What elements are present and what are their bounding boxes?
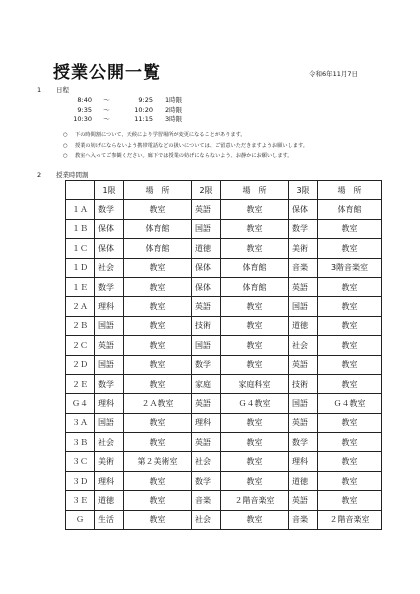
subject-cell: 英語 (95, 336, 124, 355)
subject-cell: 数学 (289, 433, 318, 452)
subject-cell: 社会 (95, 258, 124, 277)
room-cell: 教室 (318, 491, 382, 510)
subject-cell: 美術 (95, 452, 124, 471)
start-time: 9:35 (77, 105, 92, 114)
document-date: 令和6年11月7日 (308, 70, 358, 78)
subject-cell: 理科 (95, 297, 124, 316)
room-cell: 第２美術室 (124, 452, 192, 471)
room-cell: 体育館 (221, 258, 289, 277)
subject-cell: 音楽 (289, 510, 318, 529)
room-cell: 教室 (318, 316, 382, 335)
section-number: 1 (37, 86, 42, 94)
room-cell: 教室 (221, 239, 289, 258)
room-cell: 教室 (221, 433, 289, 452)
class-cell: ２Ｃ (66, 336, 95, 355)
section-number: 2 (37, 171, 42, 179)
subject-cell: 英語 (192, 433, 221, 452)
section-title: 日程 (56, 86, 69, 94)
subject-cell: 理科 (95, 471, 124, 490)
subject-cell: 社会 (192, 452, 221, 471)
room-cell: 教室 (318, 355, 382, 374)
class-cell: ３Ｄ (66, 471, 95, 490)
header-cell-place2: 場 所 (221, 181, 289, 200)
subject-cell: 道徳 (192, 239, 221, 258)
room-cell: 教室 (318, 433, 382, 452)
class-cell: １Ｃ (66, 239, 95, 258)
class-cell: Ｇ (66, 510, 95, 529)
notes-list (63, 130, 308, 162)
subject-cell: 国語 (289, 297, 318, 316)
class-cell: ２Ｂ (66, 316, 95, 335)
subject-cell: 音楽 (289, 258, 318, 277)
room-cell: 教室 (221, 355, 289, 374)
section-schedule-heading (37, 86, 69, 95)
class-cell: ３Ｃ (66, 452, 95, 471)
subject-cell: 生活 (95, 510, 124, 529)
subject-cell: 技術 (289, 374, 318, 393)
room-cell: 体育館 (124, 219, 192, 238)
subject-cell: 保体 (95, 239, 124, 258)
schedule-list (60, 96, 215, 125)
subject-cell: 数学 (192, 471, 221, 490)
room-cell: 教室 (124, 316, 192, 335)
room-cell: 教室 (318, 452, 382, 471)
timetable-header-row (66, 181, 382, 200)
subject-cell: 英語 (289, 491, 318, 510)
subject-cell: 数学 (192, 355, 221, 374)
range-separator: ～ (103, 96, 110, 104)
room-cell: 教室 (124, 258, 192, 277)
section-timetable-heading (37, 171, 89, 180)
table-row (66, 471, 382, 490)
room-cell: Ｇ４教室 (318, 394, 382, 413)
header-cell-period3: 3限 (289, 181, 318, 200)
subject-cell: 道徳 (95, 491, 124, 510)
table-row (66, 316, 382, 335)
header-cell-class (66, 181, 95, 200)
class-cell: ２Ｅ (66, 374, 95, 393)
table-row (66, 355, 382, 374)
room-cell: 教室 (124, 491, 192, 510)
room-cell: 教室 (124, 277, 192, 296)
room-cell: 教室 (221, 452, 289, 471)
subject-cell: 英語 (192, 394, 221, 413)
subject-cell: 理科 (289, 452, 318, 471)
subject-cell: 国語 (192, 336, 221, 355)
room-cell: ２Ａ教室 (124, 394, 192, 413)
subject-cell: 社会 (192, 510, 221, 529)
schedule-row (60, 96, 215, 106)
room-cell: 教室 (124, 433, 192, 452)
subject-cell: 国語 (95, 316, 124, 335)
class-cell: Ｇ４ (66, 394, 95, 413)
class-cell: １Ｂ (66, 219, 95, 238)
circle-bullet-icon: ○ (63, 132, 68, 138)
room-cell: 教室 (124, 471, 192, 490)
room-cell: 教室 (221, 413, 289, 432)
circle-bullet-icon: ○ (63, 153, 68, 159)
note-text: 授業の妨げにならないよう携帯電話などの扱いについては、ご留意いただきますようお願いします。 (75, 142, 308, 149)
subject-cell: 国語 (289, 394, 318, 413)
room-cell: 教室 (124, 510, 192, 529)
table-row (66, 510, 382, 529)
timetable-body (66, 200, 382, 530)
class-cell: １Ｄ (66, 258, 95, 277)
room-cell: 教室 (318, 413, 382, 432)
table-row (66, 394, 382, 413)
period-label: 2時限 (165, 105, 183, 114)
subject-cell: 技術 (192, 316, 221, 335)
timetable (65, 180, 382, 530)
room-cell: 体育館 (124, 239, 192, 258)
room-cell: 教室 (221, 336, 289, 355)
room-cell: Ｇ４教室 (221, 394, 289, 413)
class-cell: ３Ｅ (66, 491, 95, 510)
subject-cell: 道徳 (289, 316, 318, 335)
subject-cell: 英語 (192, 200, 221, 219)
room-cell: 教室 (124, 200, 192, 219)
subject-cell: 英語 (289, 413, 318, 432)
table-row (66, 277, 382, 296)
class-cell: １Ａ (66, 200, 95, 219)
room-cell: 家庭科室 (221, 374, 289, 393)
table-row (66, 433, 382, 452)
schedule-row (60, 106, 215, 116)
room-cell: ２階音楽室 (318, 510, 382, 529)
subject-cell: 国語 (95, 413, 124, 432)
header-cell-period1: 1限 (95, 181, 124, 200)
table-row (66, 200, 382, 219)
room-cell: 教室 (318, 277, 382, 296)
table-row (66, 413, 382, 432)
period-label: 3時限 (165, 115, 183, 123)
subject-cell: 英語 (289, 277, 318, 296)
subject-cell: 道徳 (289, 471, 318, 490)
room-cell: 教室 (221, 510, 289, 529)
table-row (66, 452, 382, 471)
room-cell: 教室 (318, 336, 382, 355)
table-row (66, 258, 382, 277)
range-separator: ～ (103, 105, 110, 114)
range-separator: ～ (103, 115, 110, 123)
room-cell: 教室 (221, 200, 289, 219)
subject-cell: 保体 (289, 200, 318, 219)
period-label: 1時限 (165, 96, 183, 104)
end-time: 11:15 (134, 115, 153, 123)
subject-cell: 数学 (95, 200, 124, 219)
start-time: 8:40 (77, 96, 92, 104)
subject-cell: 英語 (289, 355, 318, 374)
subject-cell: 美術 (289, 239, 318, 258)
schedule-row (60, 115, 215, 125)
header-cell-place1: 場 所 (124, 181, 192, 200)
subject-cell: 音楽 (192, 491, 221, 510)
note-item (63, 141, 308, 152)
note-text: 教室へ入ってご参観ください。廊下では授業の妨げにならないよう、お静かにお願いします。 (75, 153, 293, 159)
room-cell: 教室 (221, 316, 289, 335)
room-cell: 教室 (124, 336, 192, 355)
note-item (63, 151, 308, 162)
subject-cell: 保体 (192, 258, 221, 277)
room-cell: 体育館 (221, 277, 289, 296)
room-cell: 教室 (318, 239, 382, 258)
room-cell: 教室 (124, 374, 192, 393)
subject-cell: 国語 (192, 219, 221, 238)
room-cell: 3階音楽室 (318, 258, 382, 277)
subject-cell: 家庭 (192, 374, 221, 393)
table-row (66, 297, 382, 316)
class-cell: ２Ｄ (66, 355, 95, 374)
subject-cell: 数学 (95, 374, 124, 393)
subject-cell: 国語 (95, 355, 124, 374)
note-item (63, 130, 308, 141)
end-time: 9:25 (138, 96, 153, 104)
subject-cell: 保体 (192, 277, 221, 296)
subject-cell: 数学 (95, 277, 124, 296)
room-cell: 教室 (221, 219, 289, 238)
room-cell: 教室 (318, 471, 382, 490)
table-row (66, 336, 382, 355)
room-cell: 教室 (221, 297, 289, 316)
subject-cell: 理科 (192, 413, 221, 432)
class-cell: ３Ａ (66, 413, 95, 432)
subject-cell: 社会 (289, 336, 318, 355)
class-cell: １Ｅ (66, 277, 95, 296)
end-time: 10:20 (134, 105, 153, 114)
room-cell: 教室 (318, 219, 382, 238)
room-cell: 教室 (124, 355, 192, 374)
table-row (66, 491, 382, 510)
room-cell: 教室 (124, 413, 192, 432)
room-cell: 体育館 (318, 200, 382, 219)
circle-bullet-icon: ○ (63, 142, 68, 149)
note-text: 下の時間割について、天候により学習場所が変更になることがあります。 (75, 132, 246, 138)
subject-cell: 数学 (289, 219, 318, 238)
subject-cell: 保体 (95, 219, 124, 238)
class-cell: ３Ｂ (66, 433, 95, 452)
page-title: 授業公開一覧 (53, 63, 161, 83)
section-title: 授業時間割 (56, 171, 89, 179)
class-cell: ２Ａ (66, 297, 95, 316)
table-row (66, 374, 382, 393)
room-cell: 教室 (318, 297, 382, 316)
room-cell: ２階音楽室 (221, 491, 289, 510)
room-cell: 教室 (221, 471, 289, 490)
header-cell-period2: 2限 (192, 181, 221, 200)
table-row (66, 239, 382, 258)
table-row (66, 219, 382, 238)
subject-cell: 英語 (192, 297, 221, 316)
subject-cell: 社会 (95, 433, 124, 452)
room-cell: 教室 (124, 297, 192, 316)
start-time: 10:30 (73, 115, 92, 123)
room-cell: 教室 (318, 374, 382, 393)
header-cell-place3: 場 所 (318, 181, 382, 200)
subject-cell: 理科 (95, 394, 124, 413)
